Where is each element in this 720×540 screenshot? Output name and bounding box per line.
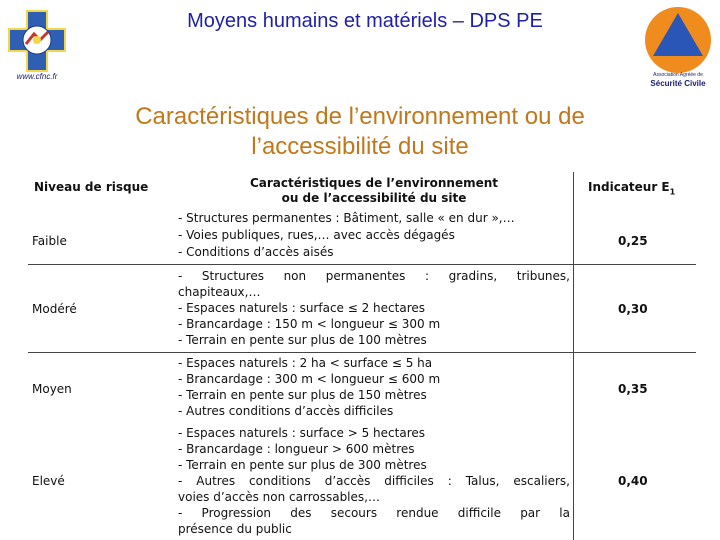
characteristic-line: - Terrain en pente sur plus de 300 mètres bbox=[178, 458, 427, 472]
characteristic-line: - Espaces naturels : surface ≤ 2 hectares bbox=[178, 301, 426, 315]
subtitle-line-2: l’accessibilité du site bbox=[251, 133, 469, 160]
header-indicator-text: Indicateur E bbox=[588, 180, 670, 194]
indicator-eleve: 0,40 bbox=[618, 474, 648, 488]
column-divider bbox=[573, 172, 574, 540]
characteristic-line: - Autres conditions d’accès difficiles bbox=[178, 404, 394, 418]
risk-table bbox=[28, 172, 696, 540]
header-indicator-subscript: 1 bbox=[669, 187, 676, 197]
characteristics-eleve bbox=[178, 425, 570, 537]
characteristic-line: - Espaces naturels : surface > 5 hectares bbox=[178, 426, 426, 440]
level-moyen: Moyen bbox=[32, 382, 72, 396]
row-divider bbox=[28, 352, 696, 353]
header-level: Niveau de risque bbox=[34, 180, 149, 194]
subtitle-line-1: Caractéristiques de l’environnement ou de bbox=[135, 103, 585, 130]
characteristic-line: - Progression des secours rendue difficile par la bbox=[178, 506, 570, 520]
level-faible: Faible bbox=[32, 234, 67, 248]
characteristic-line: - Brancardage : 300 m < longueur ≤ 600 m bbox=[178, 372, 441, 386]
indicator-moyen: 0,35 bbox=[618, 382, 648, 396]
characteristic-line: - Terrain en pente sur plus de 150 mètres bbox=[178, 388, 427, 402]
level-modere: Modéré bbox=[32, 302, 77, 316]
characteristic-line: voies d’accès non carrossables,… bbox=[178, 490, 380, 504]
level-eleve: Elevé bbox=[32, 474, 65, 488]
indicator-faible: 0,25 bbox=[618, 234, 648, 248]
indicator-modere: 0,30 bbox=[618, 302, 648, 316]
characteristic-line: - Terrain en pente sur plus de 100 mètres bbox=[178, 333, 427, 347]
characteristics-faible bbox=[178, 210, 570, 261]
characteristics-modere bbox=[178, 268, 570, 348]
characteristic-line: - Brancardage : longueur > 600 mètres bbox=[178, 442, 415, 456]
page-title: Moyens humains et matériels – DPS PE bbox=[187, 10, 543, 32]
header-characteristics bbox=[178, 176, 570, 206]
characteristic-line: - Structures permanentes : Bâtiment, salle « en dur »,… bbox=[178, 211, 515, 225]
characteristics-moyen bbox=[178, 355, 570, 419]
right-logo-caption-1: Association Agréée de bbox=[653, 72, 703, 78]
left-logo-url: www.cfnc.fr bbox=[16, 72, 58, 81]
header-indicator bbox=[588, 180, 675, 196]
characteristic-line: - Brancardage : 150 m < longueur ≤ 300 m bbox=[178, 317, 441, 331]
right-logo-caption-2: Sécurité Civile bbox=[650, 79, 706, 88]
characteristic-line: - Autres conditions d’accès difficiles : Talus, escaliers, bbox=[178, 474, 570, 488]
characteristic-line: chapiteaux,… bbox=[178, 285, 261, 299]
characteristic-line: - Espaces naturels : 2 ha < surface ≤ 5 ha bbox=[178, 356, 433, 370]
header-char-line-1: Caractéristiques de l’environnement bbox=[249, 176, 499, 190]
characteristic-line: - Structures non permanentes : gradins, tribunes, bbox=[178, 269, 570, 283]
slide-subtitle bbox=[40, 102, 680, 162]
characteristic-line: présence du public bbox=[178, 522, 292, 536]
characteristic-line: - Conditions d’accès aisés bbox=[178, 245, 334, 259]
header-char-line-2: ou de l’accessibilité du site bbox=[281, 191, 467, 205]
characteristic-line: - Voies publiques, rues,… avec accès dégagés bbox=[178, 228, 455, 242]
row-divider bbox=[28, 264, 696, 265]
